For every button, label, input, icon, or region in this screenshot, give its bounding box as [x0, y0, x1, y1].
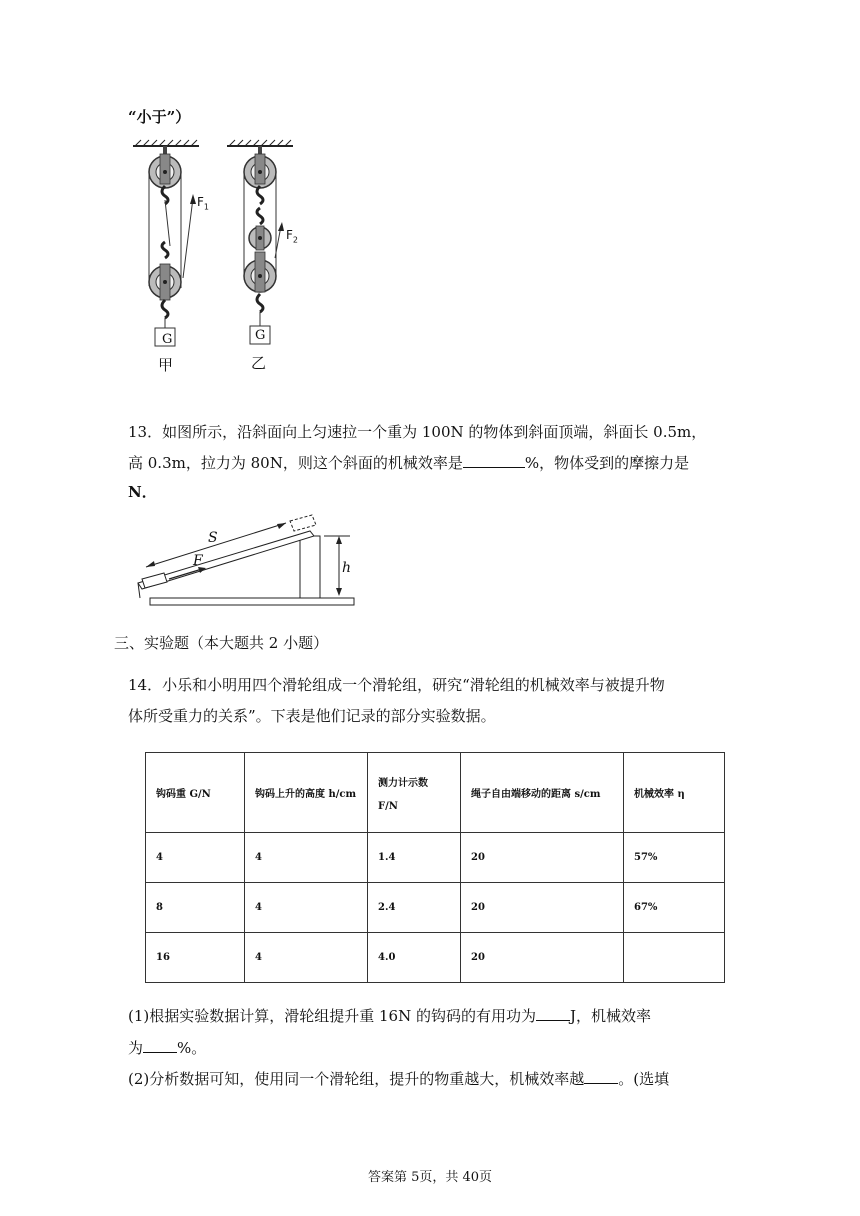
figure-label-yi: 乙 — [251, 354, 267, 372]
incline-label-h: h — [342, 560, 352, 576]
table-cell: 4 — [245, 933, 368, 983]
q13-line-3: N． — [128, 483, 157, 501]
table-cell: 2.4 — [368, 883, 461, 933]
table-header-line: 测力计示数 — [378, 777, 428, 789]
top-line: “小于”） — [128, 108, 191, 126]
table-cell: 1.4 — [368, 833, 461, 883]
experiment-table — [145, 752, 725, 983]
q13-line-1: 13．如图所示，沿斜面向上匀速拉一个重为 100N 的物体到斜面顶端，斜面长 0.5m， — [128, 423, 707, 441]
table-header-cell — [368, 753, 461, 833]
q14-part1-line-2: 为 %。 — [128, 1039, 207, 1057]
answer-blank[interactable] — [463, 453, 525, 468]
q14-line-1: 14．小乐和小明用四个滑轮组成一个滑轮组，研究“滑轮组的机械效率与被提升物 — [128, 676, 665, 694]
table-cell: 20 — [461, 833, 624, 883]
table-header-line: F/N — [378, 800, 398, 812]
figure-label-jia: 甲 — [158, 356, 174, 374]
table-header-cell: 钩码上升的高度 h/cm — [245, 753, 368, 833]
table-header-cell: 钩码重 G/N — [146, 753, 245, 833]
incline-label-s: S — [208, 530, 218, 546]
table-row — [146, 883, 725, 933]
incline-figure — [134, 503, 359, 608]
table-cell: 57% — [624, 833, 725, 883]
table-header-cell: 机械效率 η — [624, 753, 725, 833]
answer-blank[interactable] — [584, 1069, 618, 1084]
table-cell: 67% — [624, 883, 725, 933]
force-label-f2: $F_2$ — [286, 228, 298, 245]
table-cell: 4 — [245, 883, 368, 933]
table-header-cell: 绳子自由端移动的距离 s/cm — [461, 753, 624, 833]
q14-line-2: 体所受重力的关系”。下表是他们记录的部分实验数据。 — [128, 707, 496, 725]
table-cell: 20 — [461, 883, 624, 933]
table-row — [146, 933, 725, 983]
table-cell: 4.0 — [368, 933, 461, 983]
answer-blank[interactable] — [143, 1038, 177, 1053]
table-row — [146, 833, 725, 883]
force-label-f1: $F_1$ — [197, 195, 209, 212]
q14-part2-line: (2)分析数据可知，使用同一个滑轮组，提升的物重越大，机械效率越 。(选填 — [128, 1070, 670, 1088]
section-heading: 三、实验题（本大题共 2 小题） — [114, 634, 329, 652]
weight-label-left: G — [162, 332, 173, 347]
table-cell: 16 — [146, 933, 245, 983]
table-header-row — [146, 753, 725, 833]
table-cell: 4 — [245, 833, 368, 883]
table-cell: 8 — [146, 883, 245, 933]
q14-part1-line-1: (1)根据实验数据计算，滑轮组提升重 16N 的钩码的有用功为 J，机械效率 — [128, 1007, 652, 1025]
q13-line-2: 高 0.3m，拉力为 80N，则这个斜面的机械效率是 %，物体受到的摩擦力是 — [128, 454, 690, 472]
page-footer: 答案第 5页，共 40页 — [367, 1170, 493, 1185]
table-cell: 4 — [146, 833, 245, 883]
pulley-figure — [125, 138, 325, 378]
table-cell-empty[interactable] — [624, 933, 725, 983]
incline-label-f: F — [193, 553, 203, 569]
answer-blank[interactable] — [536, 1006, 570, 1021]
weight-label-right: G — [255, 328, 266, 343]
table-cell: 20 — [461, 933, 624, 983]
